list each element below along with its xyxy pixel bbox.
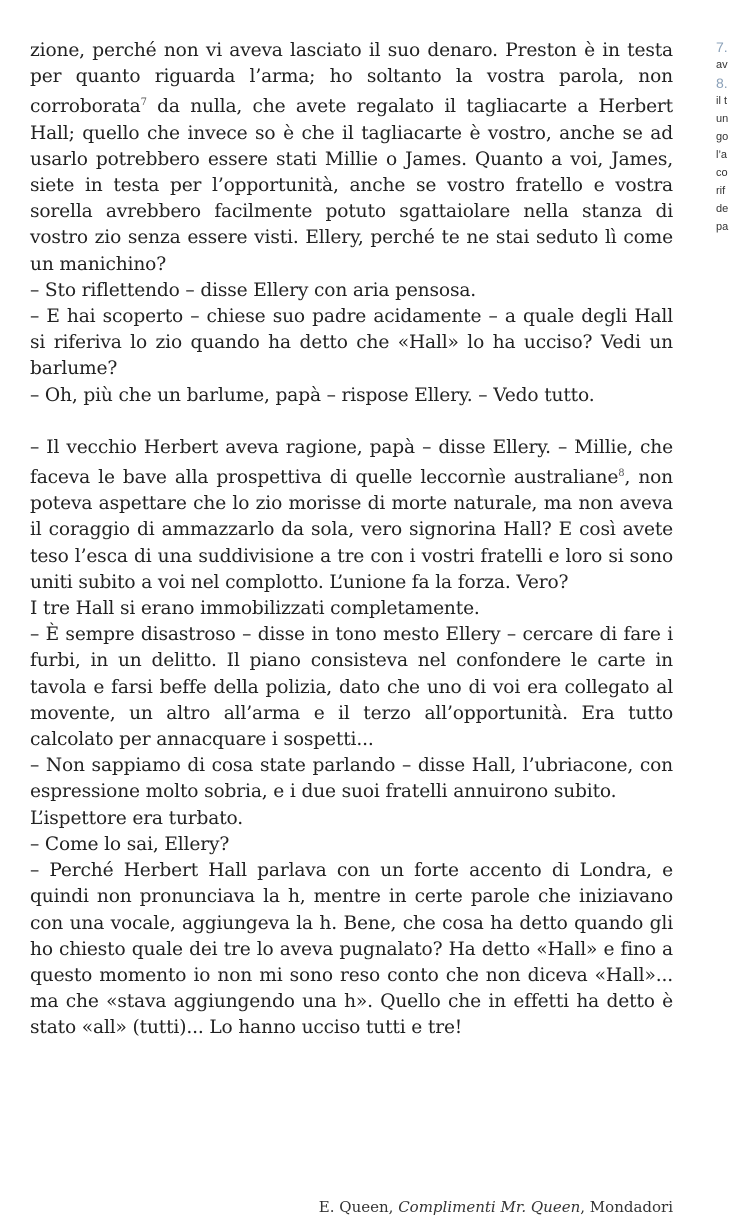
paragraph-text: Non sappiamo di cosa state parlando – disse Hall, l’ubriacone, con espressione molto sobria, e i due suoi fratelli annuirono subito.: [30, 755, 673, 803]
dialogue-dash: –: [30, 384, 45, 406]
paragraph: [30, 383, 673, 409]
footnote-number: 8.: [716, 75, 728, 91]
paragraph: [30, 596, 673, 622]
footnote-text: co: [716, 167, 728, 179]
dialogue-dash: –: [30, 833, 45, 855]
dialogue-dash: –: [30, 306, 47, 328]
paragraph-text: È sempre disastroso – disse in tono mesto Ellery – cercare di fare i furbi, in un delitto. Il piano consisteva nel confondere le carte in tavola e farsi beffe della polizia, dato che uno di voi era collegato al movente, un altro all’arma e il terzo all’opportunità. Era tutto calcolato per annacquare i sospetti...: [30, 624, 673, 751]
paragraph-text: I tre Hall si erano immobilizzati completamente.: [30, 598, 480, 620]
paragraph-text: L’ispettore era turbato.: [30, 807, 243, 829]
footnotes-column: [716, 38, 730, 236]
paragraph-text: Perché Herbert Hall parlava con un forte accento di Londra, e quindi non pronunciava la h, mentre in certe parole che iniziavano con una vocale, aggiungeva la h. Bene, che cosa ha detto quando gli ho chiesto quale dei tre lo aveva pugnalato? Ha detto «Hall» e fino a questo momento io non mi sono reso conto che non diceva «Hall»... ma che «stava aggiungendo una h». Quello che in effetti ha detto è stato «all» (tutti)... Lo hanno ucciso tutti e tre!: [30, 860, 673, 1039]
paragraph-text: E hai scoperto – chiese suo padre acidamente – a quale degli Hall si riferiva lo zio quando ha detto che «Hall» lo ha ucciso? Vedi un barlume?: [30, 306, 673, 380]
caption-author: E. Queen,: [318, 1198, 399, 1216]
paragraph: [30, 832, 673, 858]
paragraph-text: Oh, più che un barlume, papà – rispose Ellery. – Vedo tutto.: [44, 384, 595, 406]
paragraph: [30, 435, 673, 596]
paragraph-text: , non poteva aspettare che lo zio morisse di morte naturale, ma non aveva il coraggio di ammazzarlo da sola, vero signorina Hall? E così avete teso l’esca di una suddivisione a tre con i vostri fratelli e loro si sono uniti subito a voi nel complotto. L’unione fa la forza. Vero?: [30, 467, 674, 593]
paragraph: [30, 622, 673, 753]
paragraph: [30, 806, 673, 832]
footnote-text: un: [716, 113, 729, 125]
footnote-marker[interactable]: 8: [618, 468, 625, 480]
paragraph: [30, 753, 673, 805]
paragraph-text: da nulla, che avete regalato il tagliacarte a Herbert Hall; quello che invece so è che il tagliacarte è vostro, anche se ad usarlo potrebbero essere stati Millie o James. Quanto a voi, James, siete in testa per l’opportunità, anche se vostro fratello e vostra sorella avrebbero facilmente potuto sgattaiolare nella stanza di vostro zio senza essere visti. Ellery, perché te ne stai seduto lì come un manichino?: [30, 96, 673, 275]
dialogue-dash: –: [30, 436, 47, 458]
paragraph-text: Come lo sai, Ellery?: [44, 833, 230, 855]
paragraph: [30, 38, 673, 278]
footnote-text: rif: [716, 185, 726, 197]
caption-title: Complimenti Mr. Queen: [398, 1198, 581, 1216]
footnote-text: go: [716, 131, 729, 143]
footnote-text: pa: [716, 221, 729, 233]
paragraph-text: Sto riflettendo – disse Ellery con aria pensosa.: [44, 279, 477, 301]
dialogue-dash: –: [30, 279, 45, 301]
paragraph: [30, 278, 673, 304]
source-caption: [30, 1198, 673, 1216]
footnote-text: l’a: [716, 149, 728, 161]
footnote-text: de: [716, 203, 729, 215]
dialogue-dash: –: [30, 624, 46, 646]
footnote-marker[interactable]: 7: [140, 97, 147, 109]
paragraph: [30, 858, 673, 1041]
main-text: [30, 38, 673, 1042]
dialogue-dash: –: [30, 860, 50, 882]
footnote-text: il t: [716, 95, 727, 107]
paragraph: [30, 304, 673, 383]
caption-publisher: , Mondadori: [580, 1198, 673, 1216]
paragraph-text: Il vecchio Herbert aveva ragione, papà – disse Ellery. – Millie, che faceva le bave alla prospettiva di quelle leccornìe australiane: [30, 436, 673, 489]
paragraph-text: zione, perché non vi aveva lasciato il suo denaro. Preston è in testa per quanto riguarda l’arma; ho soltanto la vostra parola, non corroborata: [30, 40, 673, 118]
footnote-number: 7.: [716, 39, 728, 55]
dialogue-dash: –: [30, 755, 46, 777]
footnote-text: av: [716, 59, 728, 71]
